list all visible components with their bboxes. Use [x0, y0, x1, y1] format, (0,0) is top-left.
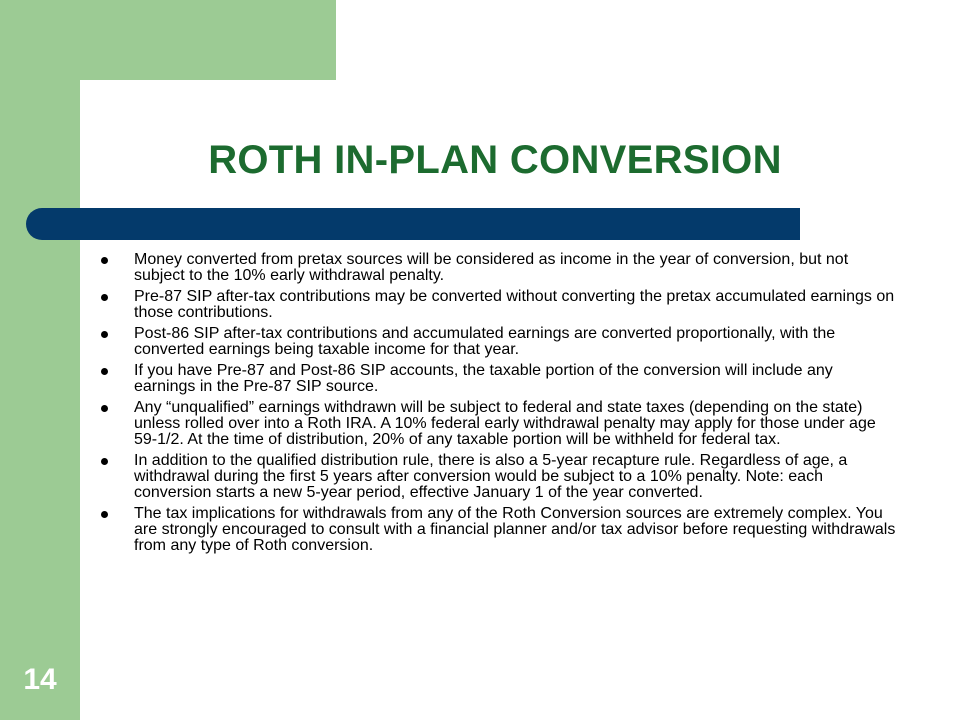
bullet-text: The tax implications for withdrawals from any of the Roth Conversion sources are extremely complex. You are strongly encouraged to consult with a financial planner and/or tax advisor before requesting withdrawals from any type of Roth conversion. — [134, 505, 896, 554]
bullet-text: In addition to the qualified distribution rule, there is also a 5-year recapture rule. Regardless of age, a withdrawal during the first 5 years after conversion would be subject to a 10% penalty. Note: each conversion starts a new 5-year period, effective January 1 of the year converted. — [134, 452, 848, 501]
bullet-text: Pre-87 SIP after-tax contributions may be converted without converting the pretax accumulated earnings on those contributions. — [134, 288, 895, 321]
bullet-list — [96, 252, 896, 559]
bullet-item — [96, 453, 896, 501]
bullet-text: Money converted from pretax sources will be considered as income in the year of conversion, but not subject to the 10% early withdrawal penalty. — [134, 251, 849, 284]
slide-title: ROTH IN-PLAN CONVERSION — [208, 138, 782, 182]
bullet-icon — [101, 257, 108, 264]
bullet-text: Any “unqualified” earnings withdrawn will be subject to federal and state taxes (depending on the state) unless rolled over into a Roth IRA. A 10% federal early withdrawal penalty may apply for those under age 59-1/2. At the time of distribution, 20% of any taxable portion will be withheld for federal tax. — [134, 399, 876, 448]
bullet-text: Post-86 SIP after-tax contributions and accumulated earnings are converted proportionally, with the converted earnings being taxable income for that year. — [134, 325, 836, 358]
bullet-icon — [101, 511, 108, 518]
green-sidebar-decoration — [0, 0, 80, 720]
bullet-item — [96, 289, 896, 321]
bullet-item — [96, 252, 896, 284]
bullet-item — [96, 363, 896, 395]
title-underline-bar — [26, 208, 800, 240]
bullet-item — [96, 326, 896, 358]
bullet-icon — [101, 405, 108, 412]
bullet-text: If you have Pre-87 and Post-86 SIP accounts, the taxable portion of the conversion will include any earnings in the Pre-87 SIP source. — [134, 362, 833, 395]
green-header-decoration — [0, 0, 336, 80]
bullet-item — [96, 400, 896, 448]
bullet-icon — [101, 294, 108, 301]
bullet-icon — [101, 368, 108, 375]
bullet-icon — [101, 331, 108, 338]
page-number: 14 — [23, 663, 57, 696]
bullet-item — [96, 506, 896, 554]
bullet-icon — [101, 458, 108, 465]
